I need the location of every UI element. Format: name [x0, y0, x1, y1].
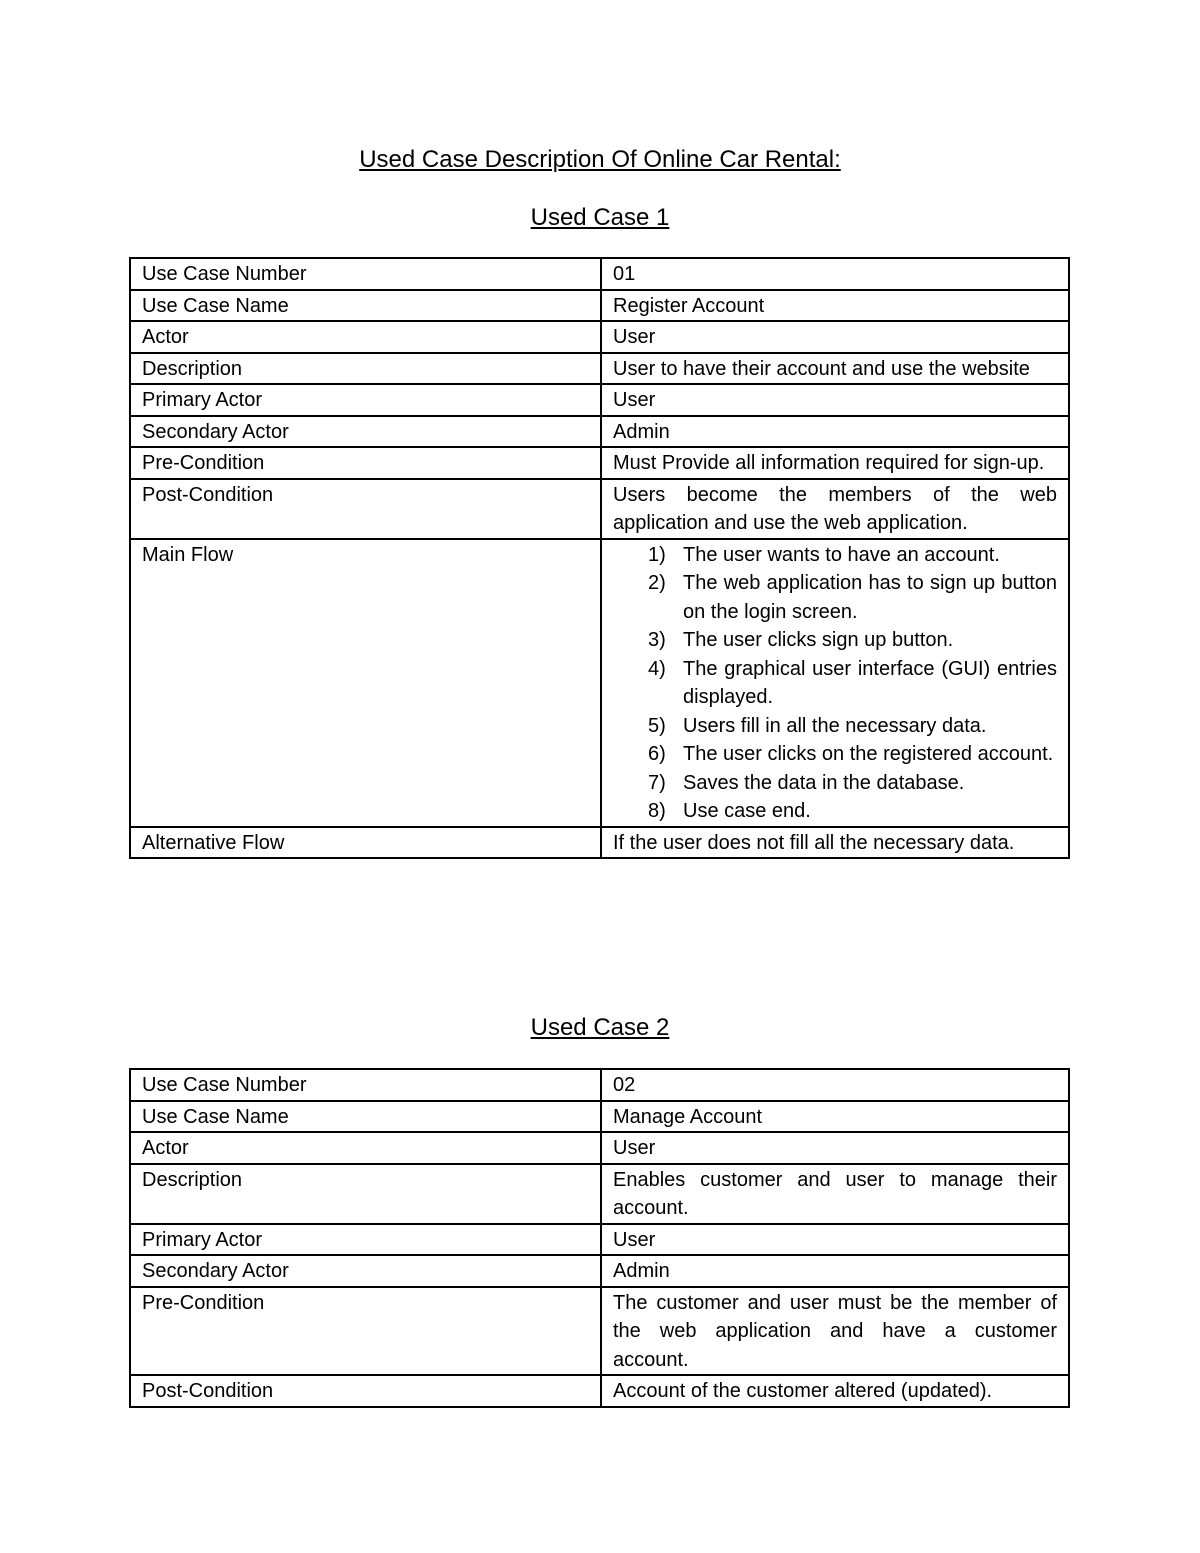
row-label: Use Case Name — [130, 290, 601, 322]
table-row — [130, 1069, 1069, 1101]
step-text: Saves the data in the database. — [683, 771, 965, 794]
step-number: 4) — [648, 657, 666, 680]
table-row — [130, 1132, 1069, 1164]
step-number: 3) — [648, 629, 666, 651]
row-value: 01 — [601, 258, 1069, 290]
row-value: Must Provide all information required for sign-up. — [601, 447, 1069, 479]
table-row — [130, 447, 1069, 479]
row-label: Post-Condition — [130, 1375, 601, 1407]
step-text: The user wants to have an account. — [683, 543, 1000, 566]
list-item — [613, 712, 1057, 741]
row-label: Alternative Flow — [130, 827, 601, 859]
step-number: 2) — [648, 572, 666, 594]
row-value: User — [601, 1224, 1069, 1256]
step-number: 7) — [648, 771, 666, 794]
use-case-2-table — [129, 1068, 1070, 1408]
row-value: Admin — [601, 416, 1069, 448]
row-value: 02 — [601, 1069, 1069, 1101]
table-row — [130, 1375, 1069, 1407]
row-label: Use Case Number — [130, 1069, 601, 1101]
list-item — [613, 541, 1057, 570]
row-label: Actor — [130, 1132, 601, 1164]
row-value: Enables customer and user to manage their account. — [601, 1164, 1069, 1224]
row-value: Admin — [601, 1255, 1069, 1287]
row-value: Account of the customer altered (updated). — [601, 1375, 1069, 1407]
row-label: Actor — [130, 321, 601, 353]
table-row — [130, 290, 1069, 322]
table-row — [130, 416, 1069, 448]
step-text: The user clicks on the registered account. — [683, 743, 1054, 765]
table-row — [130, 1164, 1069, 1224]
row-value: If the user does not fill all the necessary data. — [601, 827, 1069, 859]
row-label: Pre-Condition — [130, 447, 601, 479]
step-text: The graphical user interface (GUI) entries displayed. — [683, 657, 1057, 708]
table-row — [130, 1224, 1069, 1256]
table-row — [130, 258, 1069, 290]
row-value: User to have their account and use the website — [601, 353, 1069, 385]
step-text: The web application has to sign up button on the login screen. — [683, 572, 1057, 623]
step-text: Use case end. — [683, 800, 811, 822]
list-item — [613, 797, 1057, 826]
list-item — [613, 769, 1057, 798]
row-value: Register Account — [601, 290, 1069, 322]
step-number: 6) — [648, 743, 666, 765]
row-value: User — [601, 384, 1069, 416]
table-row-main-flow — [130, 539, 1069, 827]
row-label: Primary Actor — [130, 1224, 601, 1256]
row-label: Use Case Name — [130, 1101, 601, 1133]
row-value: User — [601, 1132, 1069, 1164]
table-row — [130, 479, 1069, 539]
table-row — [130, 353, 1069, 385]
step-number: 8) — [648, 800, 666, 822]
row-value: Users become the members of the web application and use the web application. — [601, 479, 1069, 539]
list-item — [613, 626, 1057, 655]
row-label: Pre-Condition — [130, 1287, 601, 1376]
table-row — [130, 1101, 1069, 1133]
table-row-alternative-flow — [130, 827, 1069, 859]
list-item — [613, 655, 1057, 712]
row-label: Main Flow — [130, 539, 601, 827]
row-value: Manage Account — [601, 1101, 1069, 1133]
table-row — [130, 1287, 1069, 1376]
document-title: Used Case Description Of Online Car Rental: — [359, 146, 841, 173]
step-text: Users fill in all the necessary data. — [683, 714, 987, 737]
row-label: Post-Condition — [130, 479, 601, 539]
step-text: The user clicks sign up button. — [683, 629, 954, 651]
main-flow-steps — [601, 539, 1069, 827]
step-number: 5) — [648, 714, 666, 737]
list-item — [613, 740, 1057, 769]
use-case-1-heading: Used Case 1 — [530, 204, 670, 231]
row-label: Secondary Actor — [130, 1255, 601, 1287]
row-label: Primary Actor — [130, 384, 601, 416]
list-item — [613, 569, 1057, 626]
table-row — [130, 1255, 1069, 1287]
row-label: Use Case Number — [130, 258, 601, 290]
row-label: Description — [130, 353, 601, 385]
row-value: User — [601, 321, 1069, 353]
table-row — [130, 321, 1069, 353]
row-label: Secondary Actor — [130, 416, 601, 448]
row-value: The customer and user must be the member of the web application and have a customer account. — [601, 1287, 1069, 1376]
row-label: Description — [130, 1164, 601, 1224]
steps-list — [613, 541, 1057, 826]
use-case-1-table — [129, 257, 1070, 859]
use-case-2-heading: Used Case 2 — [530, 1014, 670, 1041]
step-number: 1) — [648, 543, 666, 566]
table-row — [130, 384, 1069, 416]
